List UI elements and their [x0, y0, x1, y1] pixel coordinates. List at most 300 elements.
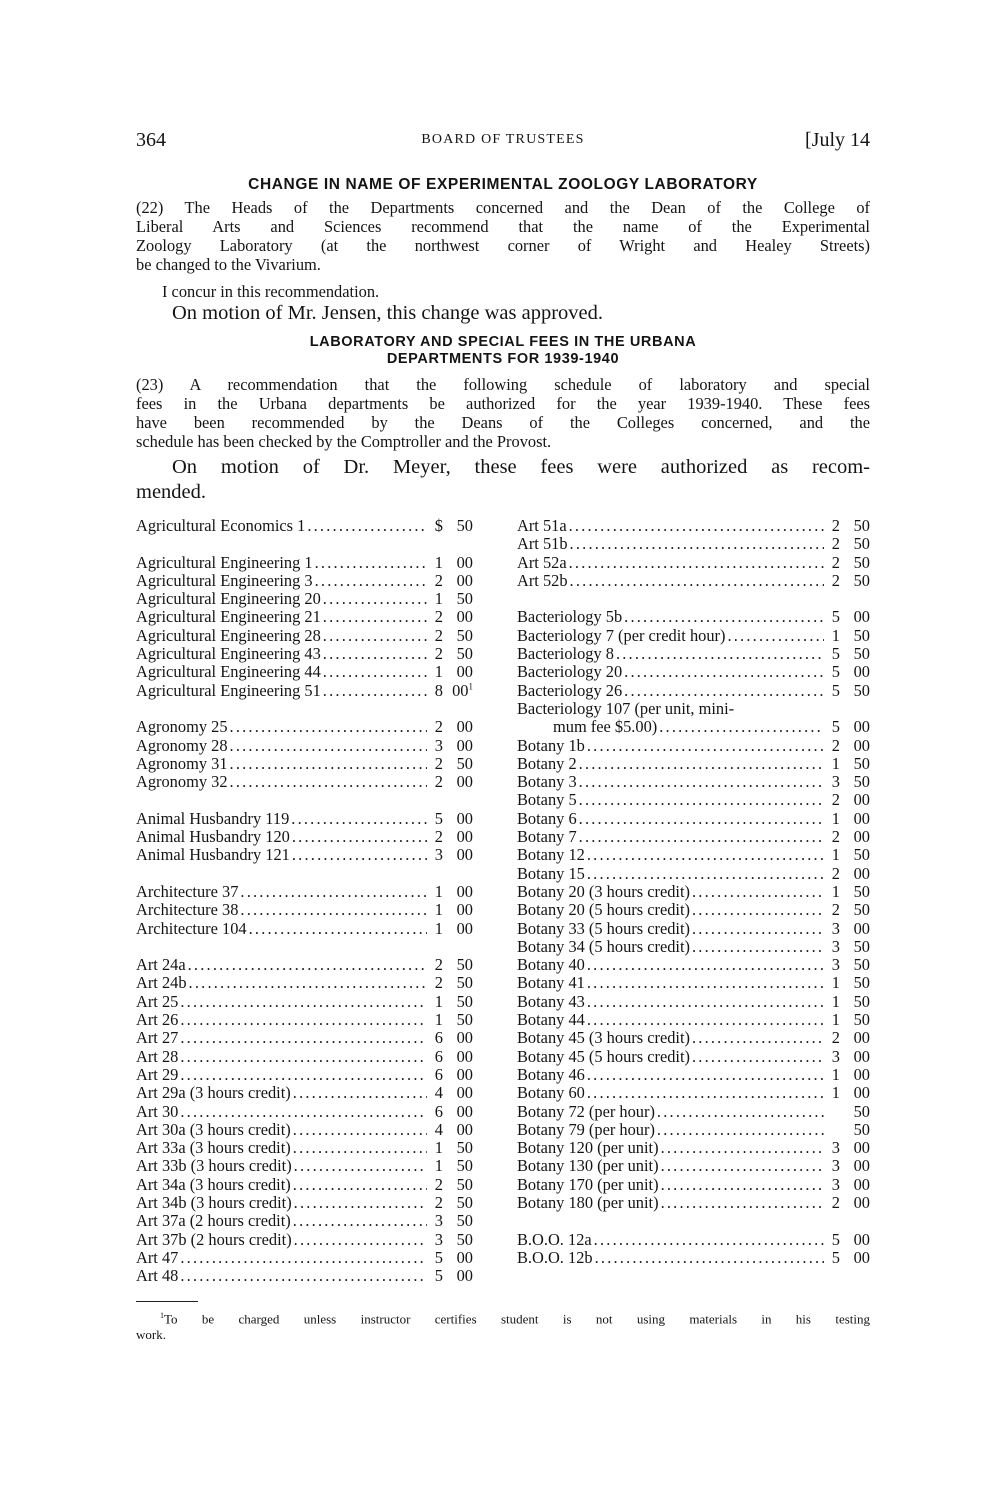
fee-cents	[840, 901, 870, 919]
course-name: Botany 3	[517, 772, 577, 792]
course-name: Botany 34 (5 hours credit)	[517, 936, 690, 956]
fee-dollars: 5	[831, 644, 840, 664]
fee-row	[517, 517, 870, 535]
fee-cents-value: 00	[853, 790, 870, 810]
table-spacer	[136, 791, 473, 809]
table-spacer	[136, 938, 473, 956]
fee-cents-value: 00	[456, 1247, 473, 1267]
fee-cents	[443, 590, 473, 608]
fee-cents	[443, 718, 473, 736]
fee-row	[517, 865, 870, 883]
dot-leader	[323, 590, 427, 608]
fee-cents	[840, 517, 870, 535]
dot-leader	[240, 883, 427, 901]
fee-row	[136, 737, 473, 755]
dot-leader	[230, 773, 427, 791]
fee-dollars: 2	[434, 827, 443, 847]
course-name: Art 52b	[517, 570, 568, 590]
dot-leader	[230, 718, 427, 736]
fee-row	[517, 1157, 870, 1175]
dot-leader	[579, 828, 824, 846]
dot-leader	[587, 737, 824, 755]
fee-dollars: 6	[434, 1101, 443, 1121]
course-name: Bacteriology 5b	[517, 607, 623, 627]
fee-dollars: $	[434, 516, 443, 535]
course-name: Botany 33 (5 hours credit)	[517, 918, 690, 938]
dot-leader	[659, 718, 824, 736]
dot-leader	[240, 901, 427, 919]
fee-cents	[840, 554, 870, 572]
fee-dollars: 3	[434, 845, 443, 865]
fee-cents-value: 50	[853, 936, 870, 956]
fee-cents	[840, 1121, 870, 1139]
fee-cents-value: 50	[456, 973, 473, 993]
footnote-reference: 1	[468, 681, 473, 692]
course-name: Art 48	[136, 1266, 179, 1286]
fee-row	[517, 920, 870, 938]
dot-leader	[249, 920, 427, 938]
section-heading-fees	[136, 334, 870, 368]
fee-cents	[443, 627, 473, 645]
dot-leader	[692, 1029, 824, 1047]
fee-row	[136, 645, 473, 663]
fee-dollars: 2	[831, 735, 840, 755]
fee-dollars: 1	[831, 625, 840, 645]
fee-cents	[443, 974, 473, 992]
fee-row	[517, 663, 870, 681]
fee-cents	[443, 1103, 473, 1121]
fee-row	[136, 1157, 473, 1175]
course-name: Botany 72 (per hour)	[517, 1101, 655, 1121]
fee-cents-value: 00	[853, 1064, 870, 1084]
dot-leader	[188, 956, 427, 974]
fee-dollars: 1	[831, 808, 840, 828]
dot-leader	[230, 737, 427, 755]
fee-dollars: 2	[831, 552, 840, 572]
fee-dollars: 5	[831, 1247, 840, 1267]
header-date: [July 14	[805, 129, 870, 151]
course-name: Bacteriology 8	[517, 644, 614, 664]
fee-cents-value: 00	[456, 808, 473, 828]
dot-leader	[692, 938, 824, 956]
dot-leader	[594, 1231, 824, 1249]
fee-row	[517, 1139, 870, 1157]
table-spacer	[517, 1212, 870, 1230]
fee-row	[517, 737, 870, 755]
fee-row	[136, 828, 473, 846]
fee-dollars: 1	[831, 1010, 840, 1030]
page-number: 364	[136, 129, 166, 151]
fee-cents-value: 50	[456, 1229, 473, 1249]
fee-dollars: 5	[831, 662, 840, 682]
fee-row	[136, 920, 473, 938]
dot-leader	[657, 1121, 824, 1139]
dot-leader	[291, 810, 427, 828]
fee-row	[136, 572, 473, 590]
fee-dollars: 2	[434, 1174, 443, 1194]
fee-dollars: 6	[434, 1028, 443, 1048]
fee-dollars: 3	[831, 1046, 840, 1066]
paragraph-line: (23) A recommendation that the following schedule of laboratory and special	[136, 375, 870, 394]
course-name: Agricultural Engineering 20	[136, 589, 321, 609]
course-name: Architecture 104	[136, 918, 247, 938]
course-name: Agronomy 25	[136, 717, 228, 737]
fee-dollars: 5	[434, 1266, 443, 1286]
dot-leader	[624, 682, 824, 700]
fee-row	[517, 791, 870, 809]
fee-row	[136, 718, 473, 736]
paragraph-line: be changed to the Vivarium.	[136, 255, 321, 274]
dot-leader	[180, 1249, 427, 1267]
fee-row	[517, 883, 870, 901]
fee-row	[517, 1231, 870, 1249]
fee-dollars: 4	[434, 1119, 443, 1139]
fee-cents-value: 00	[853, 735, 870, 755]
fee-cents	[840, 956, 870, 974]
fee-dollars: 3	[831, 1174, 840, 1194]
fee-cents-value: 50	[853, 534, 870, 554]
dot-leader	[579, 810, 824, 828]
fee-cents-value: 00	[853, 1138, 870, 1158]
fee-row	[136, 755, 473, 773]
fee-cents-value: 50	[853, 900, 870, 920]
fee-cents	[443, 1249, 473, 1267]
fee-dollars: 2	[434, 717, 443, 737]
fee-cents-value: 50	[853, 680, 870, 700]
fee-cents-value: 00	[853, 1046, 870, 1066]
fee-row	[517, 1194, 870, 1212]
paragraph-line: fees in the Urbana departments be authorized for the year 1939-1940. These fees	[136, 394, 870, 413]
paragraph-line: Liberal Arts and Sciences recommend that the name of the Experimental	[136, 217, 870, 236]
fee-row	[517, 810, 870, 828]
fee-dollars: 2	[434, 625, 443, 645]
course-name: Botany 60	[517, 1083, 585, 1103]
dot-leader	[579, 791, 824, 809]
fee-cents	[443, 517, 473, 535]
fee-dollars: 1	[434, 589, 443, 609]
fee-dollars: 2	[434, 1192, 443, 1212]
fee-row	[136, 1121, 473, 1139]
fee-row	[517, 1121, 870, 1139]
course-name: Art 47	[136, 1247, 179, 1267]
fee-cents	[840, 1139, 870, 1157]
fee-cents-value: 00	[456, 552, 473, 572]
fee-cents	[840, 1249, 870, 1267]
fee-cents	[840, 535, 870, 553]
course-name: Botany 20 (5 hours credit)	[517, 900, 690, 920]
course-name: Animal Husbandry 121	[136, 845, 290, 865]
fee-cents	[443, 956, 473, 974]
fee-cents	[443, 810, 473, 828]
fee-cents-value: 50	[456, 516, 473, 535]
fee-dollars: 2	[434, 753, 443, 773]
fee-cents-value: 50	[853, 845, 870, 865]
dot-leader	[587, 846, 824, 864]
course-name: Botany 40	[517, 955, 585, 975]
fee-cents-value: 50	[456, 1192, 473, 1212]
dot-leader	[579, 755, 824, 773]
course-name: Botany 170 (per unit)	[517, 1174, 659, 1194]
fee-dollars: 1	[831, 881, 840, 901]
course-name: Botany 45 (3 hours credit)	[517, 1028, 690, 1048]
fee-cents-value: 50	[853, 570, 870, 590]
dot-leader	[587, 993, 824, 1011]
fee-row	[517, 956, 870, 974]
fee-cents-value: 00	[853, 1028, 870, 1048]
course-name: Agricultural Engineering 28	[136, 625, 321, 645]
dot-leader	[616, 645, 824, 663]
dot-leader	[595, 1249, 824, 1267]
fee-row	[517, 1011, 870, 1029]
dot-leader	[323, 682, 427, 700]
fee-row	[136, 1084, 473, 1102]
footnote-rule	[136, 1301, 198, 1302]
dot-leader	[587, 1011, 824, 1029]
fee-cents	[443, 1121, 473, 1139]
fee-cents	[840, 1176, 870, 1194]
course-name: Art 30	[136, 1101, 179, 1121]
fee-cents-value: 00	[456, 1064, 473, 1084]
paragraph-line: Zoology Laboratory (at the northwest corner of Wright and Healey Streets)	[136, 236, 870, 255]
course-name: Architecture 37	[136, 881, 239, 901]
dot-leader	[323, 608, 427, 626]
course-name: Animal Husbandry 119	[136, 808, 290, 828]
fee-cents	[840, 1011, 870, 1029]
fee-row	[517, 1066, 870, 1084]
course-name: Botany 79 (per hour)	[517, 1119, 655, 1139]
course-name: Agricultural Engineering 1	[136, 552, 313, 572]
fee-cents	[840, 718, 870, 736]
fee-row	[517, 901, 870, 919]
paragraph-line: schedule has been checked by the Comptroller and the Provost.	[136, 432, 552, 451]
fee-row	[136, 956, 473, 974]
motion-line: On motion of Dr. Meyer, these fees were authorized as recom-	[172, 456, 870, 478]
course-name: Art 34b (3 hours credit)	[136, 1192, 292, 1212]
fee-row	[517, 572, 870, 590]
fee-cents-value: 50	[853, 973, 870, 993]
fee-dollars: 1	[831, 1083, 840, 1103]
fee-row	[517, 554, 870, 572]
fee-cents	[840, 1194, 870, 1212]
fee-cents	[840, 773, 870, 791]
table-spacer	[517, 590, 870, 608]
dot-leader	[180, 1048, 427, 1066]
fee-cents-value: 50	[456, 589, 473, 609]
fee-row	[517, 993, 870, 1011]
fee-row	[136, 627, 473, 645]
fee-row	[517, 608, 870, 626]
fee-dollars: 3	[831, 955, 840, 975]
fee-dollars: 2	[831, 1028, 840, 1048]
paragraph-22	[136, 198, 870, 274]
fee-row	[517, 645, 870, 663]
fee-cents-value: 50	[853, 772, 870, 792]
fee-cents	[443, 1029, 473, 1047]
fee-dollars: 2	[831, 790, 840, 810]
fee-row	[517, 1084, 870, 1102]
fee-dollars: 6	[434, 1064, 443, 1084]
fee-row	[136, 590, 473, 608]
fee-cents-value: 00	[853, 662, 870, 682]
dot-leader	[570, 572, 824, 590]
dot-leader	[661, 1157, 824, 1175]
fee-cents-value: 00	[456, 662, 473, 682]
dot-leader	[657, 1103, 824, 1121]
fee-table-right-column	[517, 517, 870, 1267]
fee-cents	[443, 846, 473, 864]
course-name: Botany 15	[517, 863, 585, 883]
fee-dollars: 2	[434, 570, 443, 590]
fee-dollars: 1	[434, 918, 443, 938]
dot-leader	[189, 974, 427, 992]
course-name: Agricultural Engineering 43	[136, 644, 321, 664]
fee-dollars: 6	[434, 1046, 443, 1066]
fee-cents-value: 00	[456, 772, 473, 792]
dot-leader	[293, 1139, 427, 1157]
dot-leader	[579, 773, 824, 791]
dot-leader	[293, 1212, 427, 1230]
fee-row	[517, 1176, 870, 1194]
course-name: Art 37b (2 hours credit)	[136, 1229, 292, 1249]
fee-cents	[443, 993, 473, 1011]
fee-dollars: 1	[434, 900, 443, 920]
dot-leader	[587, 974, 824, 992]
fee-dollars: 2	[831, 900, 840, 920]
dot-leader	[293, 1084, 427, 1102]
fee-cents	[840, 920, 870, 938]
fee-cents	[443, 1011, 473, 1029]
course-name: Botany 6	[517, 808, 577, 828]
course-name: Art 30a (3 hours credit)	[136, 1119, 291, 1139]
fee-row	[136, 1267, 473, 1285]
fee-dollars: 1	[434, 881, 443, 901]
fee-cents-value: 50	[853, 1010, 870, 1030]
fee-cents-value: 50	[456, 1138, 473, 1158]
fee-row	[136, 901, 473, 919]
fee-cents	[443, 1231, 473, 1249]
course-name: Art 33a (3 hours credit)	[136, 1138, 291, 1158]
fee-dollars: 1	[434, 662, 443, 682]
course-name: Art 28	[136, 1046, 179, 1066]
dot-leader	[727, 627, 824, 645]
dot-leader	[294, 1231, 427, 1249]
course-name: Agricultural Engineering 21	[136, 607, 321, 627]
motion-line: mended.	[136, 481, 207, 503]
fee-cents	[443, 554, 473, 572]
fee-cents	[840, 1029, 870, 1047]
fee-cents	[840, 846, 870, 864]
fee-row	[517, 1029, 870, 1047]
fee-dollars: 5	[434, 808, 443, 828]
dot-leader	[570, 535, 824, 553]
fee-cents-value: 50	[456, 625, 473, 645]
fee-cents-value: 00	[456, 1266, 473, 1286]
fee-row	[517, 974, 870, 992]
table-spacer	[136, 535, 473, 553]
fee-dollars: 3	[831, 936, 840, 956]
dot-leader	[180, 1011, 427, 1029]
fee-cents	[840, 608, 870, 626]
course-name: Botany 44	[517, 1010, 585, 1030]
course-name: B.O.O. 12a	[517, 1229, 592, 1249]
course-name: Architecture 38	[136, 900, 239, 920]
fee-cents-value: 00	[853, 863, 870, 883]
fee-row	[136, 883, 473, 901]
course-name: Agricultural Engineering 44	[136, 662, 321, 682]
fee-dollars: 5	[434, 1247, 443, 1267]
fee-row	[517, 828, 870, 846]
dot-leader	[292, 846, 427, 864]
concur-statement: I concur in this recommendation.	[162, 282, 380, 301]
table-spacer	[136, 700, 473, 718]
fee-cents	[443, 737, 473, 755]
dot-leader	[180, 1103, 427, 1121]
course-name: Art 24a	[136, 955, 186, 975]
fee-cents-value: 50	[853, 552, 870, 572]
fee-cents	[443, 920, 473, 938]
fee-cents-value: 50	[456, 955, 473, 975]
fee-dollars: 5	[831, 680, 840, 700]
fee-cents-value: 50	[456, 753, 473, 773]
fee-dollars: 1	[831, 1064, 840, 1084]
course-name: Botany 120 (per unit)	[517, 1138, 659, 1158]
dot-leader	[692, 1048, 824, 1066]
footnote	[136, 1308, 870, 1343]
fee-cents-value: 00	[456, 827, 473, 847]
fee-cents-value: 50	[853, 955, 870, 975]
fee-cents	[840, 682, 870, 700]
dot-leader	[587, 865, 824, 883]
fee-cents-value: 50	[456, 991, 473, 1011]
dot-leader	[569, 554, 824, 572]
course-name: mum fee $5.00)	[553, 717, 658, 737]
footnote-marker: 1	[160, 1311, 164, 1320]
dot-leader	[230, 755, 427, 773]
fee-cents-value: 00	[853, 1174, 870, 1194]
dot-leader	[315, 554, 427, 572]
fee-dollars: 1	[831, 973, 840, 993]
fee-cents	[443, 1212, 473, 1230]
fee-cents	[840, 883, 870, 901]
fee-cents	[840, 791, 870, 809]
fee-dollars: 4	[434, 1083, 443, 1103]
dot-leader	[661, 1194, 824, 1212]
fee-cents	[443, 1176, 473, 1194]
dot-leader	[323, 663, 427, 681]
course-name: Botany 2	[517, 753, 577, 773]
fee-cents	[840, 645, 870, 663]
course-name: Botany 180 (per unit)	[517, 1192, 659, 1212]
fee-cents	[840, 737, 870, 755]
fee-dollars: 1	[831, 753, 840, 773]
fee-cents	[443, 682, 473, 700]
fee-row	[136, 554, 473, 572]
fee-cents-value: 50	[853, 516, 870, 535]
fee-cents	[443, 608, 473, 626]
course-name: Bacteriology 26	[517, 680, 623, 700]
course-name: Art 33b (3 hours credit)	[136, 1156, 292, 1176]
fee-cents	[840, 1157, 870, 1175]
fee-dollars: 1	[434, 1156, 443, 1176]
fee-cents	[840, 828, 870, 846]
fee-row	[517, 718, 870, 736]
fee-cents-value: 00	[853, 1229, 870, 1249]
course-name: Agronomy 31	[136, 753, 228, 773]
fee-dollars: 2	[831, 516, 840, 535]
fee-cents	[443, 1157, 473, 1175]
fee-cents-value: 00	[456, 900, 473, 920]
fee-cents	[443, 1066, 473, 1084]
